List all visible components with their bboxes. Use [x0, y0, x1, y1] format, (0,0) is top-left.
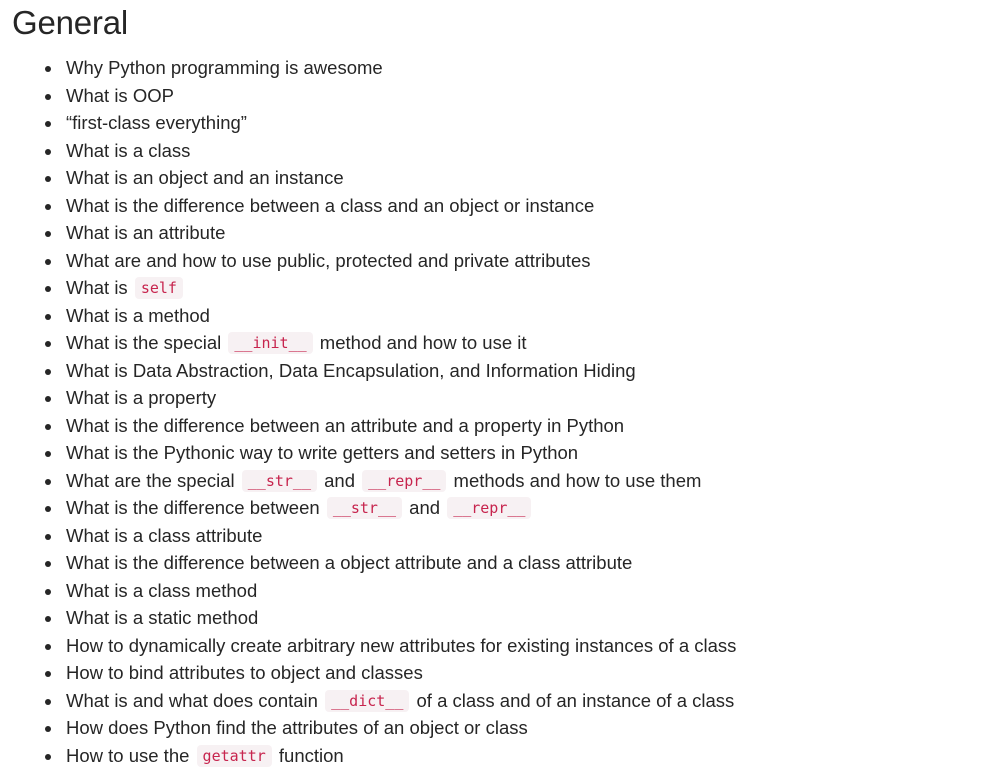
list-item [12, 109, 1002, 137]
list-item-text: What is a method [66, 304, 210, 326]
list-item [12, 274, 1002, 302]
list-item-text: What is an object and an instance [66, 167, 344, 188]
list-item [12, 467, 1002, 495]
inline-code: __repr__ [447, 497, 531, 519]
list-item-text: How to bind attributes to object and classes [66, 662, 423, 683]
list-item-text: What is a class method [66, 579, 258, 601]
list-item-text: methods and how to use them [448, 469, 702, 491]
list-item-text: “first-class everything” [66, 112, 247, 133]
list-item [12, 357, 1002, 385]
list-item [12, 659, 1002, 687]
list-item [12, 219, 1002, 247]
inline-code: __str__ [327, 497, 402, 519]
list-item-text: What are the special [66, 469, 240, 491]
list-item [12, 577, 1002, 605]
list-item-text: What is the difference between a object attribute and a class attribute [66, 552, 633, 573]
list-item [12, 247, 1002, 275]
list-item-text: What is the difference between an attribute and a property in Python [66, 414, 625, 436]
list-item [12, 687, 1002, 715]
list-item-text: and [404, 497, 446, 518]
inline-code: __str__ [242, 470, 317, 492]
list-item-text: method and how to use it [314, 332, 527, 353]
list-item-text: and [319, 469, 361, 491]
list-item [12, 137, 1002, 165]
list-item-text: What is the difference between a class and an object or instance [66, 194, 595, 216]
list-item [12, 302, 1002, 330]
list-item-text: Why Python programming is awesome [66, 57, 383, 78]
list-item [12, 714, 1002, 742]
inline-code: __init__ [228, 332, 312, 354]
list-item [12, 604, 1002, 632]
list-item [12, 384, 1002, 412]
list-item-text: What is Data Abstraction, Data Encapsulation, and Information Hiding [66, 359, 636, 381]
inline-code: self [135, 277, 183, 299]
list-item-text: of a class and of an instance of a class [411, 689, 735, 711]
list-item [12, 412, 1002, 440]
list-item [12, 192, 1002, 220]
list-item-text: How to dynamically create arbitrary new attributes for existing instances of a class [66, 634, 737, 656]
list-item [12, 164, 1002, 192]
list-item-text: What is [66, 277, 133, 298]
list-item [12, 439, 1002, 467]
topics-list [12, 54, 1002, 769]
list-item-text: How does Python find the attributes of an object or class [66, 717, 528, 738]
list-item [12, 494, 1002, 522]
list-item-text: How to use the [66, 744, 195, 766]
list-item [12, 82, 1002, 110]
list-item-text: What is the Pythonic way to write getters and setters in Python [66, 442, 579, 463]
list-item-text: What is a class attribute [66, 524, 263, 546]
list-item-text: What is an attribute [66, 222, 226, 243]
list-item-text: What is the special [66, 332, 227, 353]
inline-code: __dict__ [325, 690, 409, 712]
list-item-text: What is OOP [66, 84, 174, 106]
section-heading: General [12, 4, 129, 41]
inline-code: getattr [197, 745, 272, 767]
list-item [12, 522, 1002, 550]
list-item-text: function [273, 744, 344, 766]
list-item-text: What is and what does contain [66, 689, 324, 711]
list-item-text: What is a class [66, 139, 191, 161]
list-item [12, 329, 1002, 357]
list-item-text: What is the difference between [66, 497, 325, 518]
list-item [12, 54, 1002, 82]
list-item [12, 549, 1002, 577]
inline-code: __repr__ [362, 470, 446, 492]
list-item-text: What is a property [66, 387, 217, 408]
list-item [12, 742, 1002, 770]
list-item-text: What is a static method [66, 607, 259, 628]
list-item-text: What are and how to use public, protected and private attributes [66, 249, 591, 271]
list-item [12, 632, 1002, 660]
